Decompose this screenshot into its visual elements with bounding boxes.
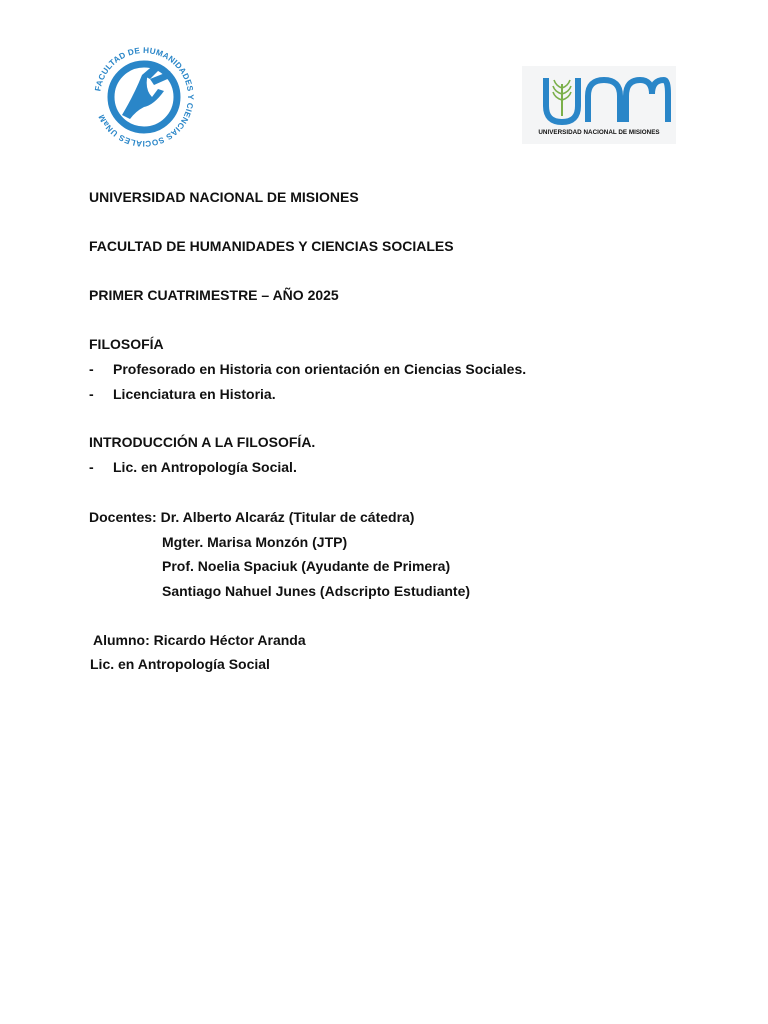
course2-title: INTRODUCCIÓN A LA FILOSOFÍA. xyxy=(89,434,316,450)
docentes-label: Docentes: xyxy=(89,509,157,525)
university-name: UNIVERSIDAD NACIONAL DE MISIONES xyxy=(89,189,359,205)
university-logo xyxy=(522,66,676,144)
docente-name: Santiago Nahuel Junes (Adscripto Estudiante) xyxy=(162,583,471,599)
alumno-label: Alumno: xyxy=(93,632,150,648)
bullet-dash: - xyxy=(89,459,94,475)
alumno-career: Lic. en Antropología Social xyxy=(90,656,270,672)
svg-text:FACULTAD DE HUMANIDADES Y CIEN: FACULTAD DE HUMANIDADES Y CIENCIAS SOCIALES UNaM xyxy=(93,45,196,149)
course1-item: Profesorado en Historia con orientación en Ciencias Sociales. xyxy=(113,361,527,377)
faculty-name: FACULTAD DE HUMANIDADES Y CIENCIAS SOCIALES xyxy=(89,238,454,254)
docente-name: Dr. Alberto Alcaráz (Titular de cátedra) xyxy=(160,509,415,525)
docentes-line xyxy=(89,508,414,526)
term: PRIMER CUATRIMESTRE – AÑO 2025 xyxy=(89,287,339,303)
docente-name: Mgter. Marisa Monzón (JTP) xyxy=(162,534,348,550)
docente-name: Prof. Noelia Spaciuk (Ayudante de Primera) xyxy=(162,558,451,574)
course1-item: Licenciatura en Historia. xyxy=(113,386,276,402)
course1-title: FILOSOFÍA xyxy=(89,336,164,352)
bullet-dash: - xyxy=(89,386,94,402)
bullet-dash: - xyxy=(89,361,94,377)
faculty-logo xyxy=(92,45,196,149)
alumno-name: Ricardo Héctor Aranda xyxy=(153,632,306,648)
alumno-line xyxy=(93,631,306,649)
course2-item: Lic. en Antropología Social. xyxy=(113,459,297,475)
university-logo-caption: UNIVERSIDAD NACIONAL DE MISIONES xyxy=(538,129,660,136)
